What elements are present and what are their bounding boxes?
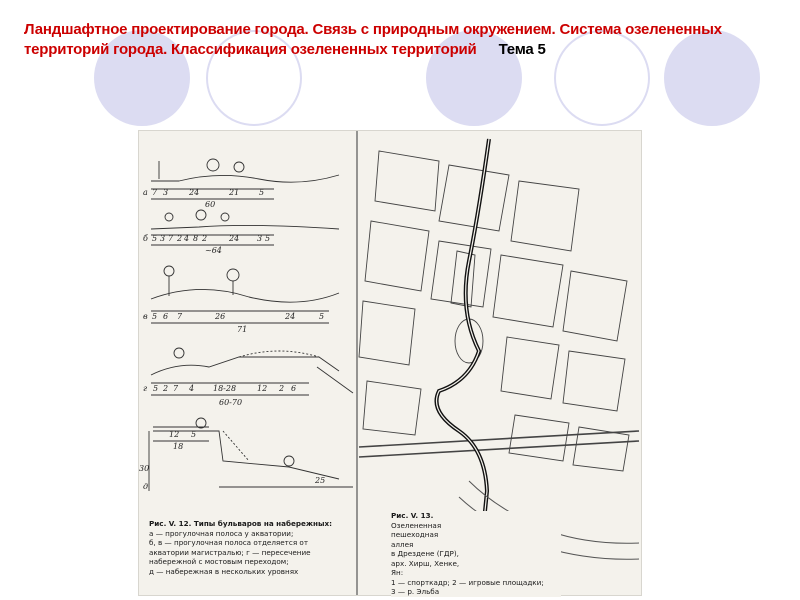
dimension-total: ~64 — [205, 246, 222, 255]
dimension-label: 2 — [202, 234, 208, 243]
section-letter: г — [143, 384, 148, 393]
dimension-label: 7 — [152, 188, 158, 197]
right-caption-line: Озелененная — [391, 520, 442, 530]
dimension-label: 24 — [285, 312, 296, 321]
dimension-label: 3 — [257, 234, 263, 243]
dimension-label: 18-28 — [213, 384, 237, 393]
dimension-label: 5 — [265, 234, 271, 243]
dimension-label: 4 — [189, 384, 195, 393]
section-letter: б — [143, 234, 148, 243]
dimension-label: 5 — [152, 312, 158, 321]
dimension-label: 2 — [177, 234, 183, 243]
dimension-label: 25 — [315, 476, 326, 485]
dimension-label: 5 — [259, 188, 265, 197]
dimension-label: 24 — [229, 234, 240, 243]
left-caption-line: акватории магистралью; г — пересечение — [149, 547, 311, 557]
left-caption-line: б, в — прогулочная полоса отделяется от — [149, 538, 309, 547]
dimension-label: 7 — [177, 312, 183, 321]
dimension-label: 12 — [169, 430, 180, 439]
dimension-label: 2 — [279, 384, 285, 393]
right-caption-line: арх. Хирш, Хенке, — [391, 558, 460, 568]
dimension-label: 5 — [319, 312, 325, 321]
dimension-label: 2 — [163, 384, 169, 393]
section-letter: д — [143, 482, 149, 491]
dimension-total: 60-70 — [219, 398, 243, 407]
dimension-label: 6 — [163, 312, 169, 321]
dimension-label: 21 — [229, 188, 240, 197]
right-caption-line: аллея — [391, 539, 414, 549]
slide-title — [24, 20, 764, 60]
section-letter: в — [143, 312, 148, 321]
dimension-label: 3 — [163, 188, 169, 197]
dimension-label: 30 — [139, 464, 150, 473]
dimension-label: 5 — [152, 234, 158, 243]
right-caption-line: в Дрездене (ГДР), — [391, 549, 459, 558]
city-plan-blocks — [359, 151, 639, 471]
dimension-label: 5 — [191, 430, 197, 439]
dimension-label: 8 — [193, 234, 199, 243]
left-caption-title: Рис. V. 12. Типы бульваров на набережных: — [149, 519, 333, 528]
left-caption-line: а — прогулочная полоса у акватории; — [149, 528, 294, 538]
left-caption-line: д — набережная в нескольких уровнях — [149, 566, 299, 576]
left-figure-caption — [149, 519, 353, 576]
dimension-label: 18 — [173, 442, 184, 451]
dimension-label: 12 — [257, 384, 268, 393]
dimension-label: 6 — [291, 384, 297, 393]
section-letter: а — [143, 188, 148, 197]
scanned-figure — [138, 130, 642, 596]
dimension-label: 4 — [184, 234, 190, 243]
dimension-total: 71 — [237, 325, 248, 334]
slide-title-text: Ландшафтное проектирование города. Связь с природным окружением. Система озелененных территорий города. Классификация озелененных территорий — [24, 21, 722, 58]
right-caption-line: 1 — спорткадр; 2 — игровые площадки; — [391, 577, 544, 587]
left-caption-line: набережной с мостовым переходом; — [149, 557, 289, 566]
right-caption-line: 3 — р. Эльба — [391, 587, 440, 596]
dimension-label: 3 — [160, 234, 166, 243]
dimension-label: 24 — [189, 188, 200, 197]
dimension-label: 7 — [168, 234, 174, 243]
theme-label: Тема 5 — [498, 41, 546, 58]
right-caption-title: Рис. V. 13. — [391, 511, 434, 520]
dimension-label: 7 — [173, 384, 179, 393]
dimension-total: 60 — [205, 200, 216, 209]
green-alley — [437, 139, 490, 571]
dimension-label: 5 — [153, 384, 159, 393]
right-caption-line: пешеходная — [391, 530, 439, 539]
section-labels — [139, 188, 325, 491]
right-figure-caption — [391, 511, 561, 597]
right-caption-line: Ян: — [391, 568, 404, 577]
dimension-label: 26 — [215, 312, 226, 321]
